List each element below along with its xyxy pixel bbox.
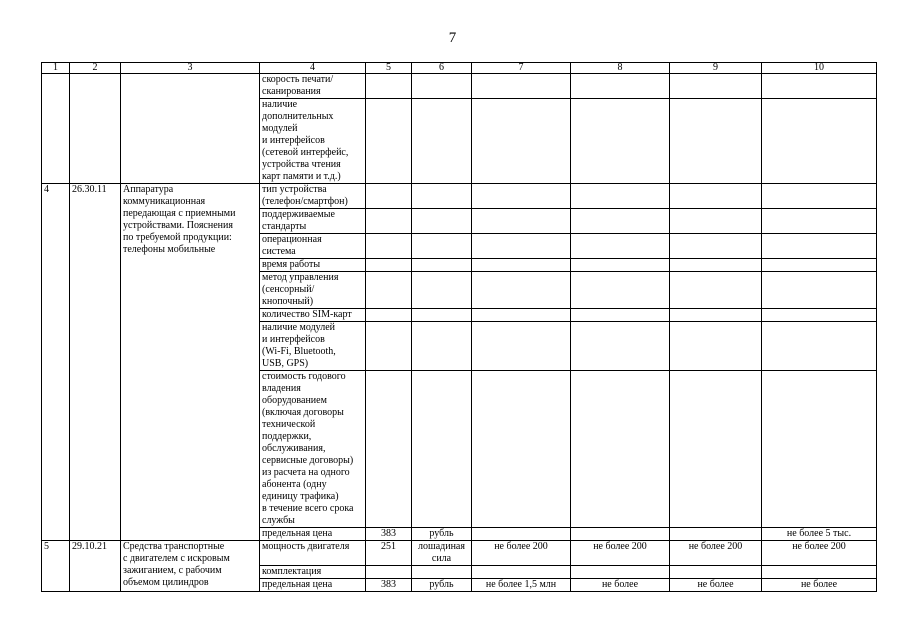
cell-col7: [472, 209, 571, 234]
cell-col10: не более 5 тыс.: [762, 528, 877, 541]
cell-number: [42, 74, 70, 184]
cell-characteristic: метод управления (сенсорный/ кнопочный): [260, 272, 366, 309]
cell-number: 5: [42, 541, 70, 592]
cell-code: 26.30.11: [70, 184, 121, 541]
cell-characteristic: операционная система: [260, 234, 366, 259]
cell-code: 29.10.21: [70, 541, 121, 592]
cell-col10: [762, 566, 877, 579]
cell-col8: не более: [571, 579, 670, 592]
cell-col5: [366, 309, 412, 322]
cell-col8: [571, 234, 670, 259]
cell-col7: [472, 234, 571, 259]
cell-characteristic: поддерживаемые стандарты: [260, 209, 366, 234]
cell-col9: [670, 528, 762, 541]
page-number: 7: [448, 30, 457, 46]
cell-col6: [412, 99, 472, 184]
cell-col6: [412, 371, 472, 528]
column-number-row: [42, 63, 877, 74]
cell-col5: [366, 74, 412, 99]
cell-name: [121, 74, 260, 184]
cell-col7: [472, 528, 571, 541]
cell-col5: 383: [366, 528, 412, 541]
table-row: [42, 541, 877, 566]
column-header: 9: [670, 63, 762, 74]
column-header: 3: [121, 63, 260, 74]
cell-col9: не более: [670, 579, 762, 592]
cell-col8: [571, 99, 670, 184]
cell-code: [70, 74, 121, 184]
cell-col10: не более 200: [762, 541, 877, 566]
cell-col10: [762, 371, 877, 528]
cell-col7: [472, 272, 571, 309]
cell-col7: не более 200: [472, 541, 571, 566]
cell-col10: [762, 209, 877, 234]
column-header: 7: [472, 63, 571, 74]
cell-col10: [762, 309, 877, 322]
cell-col10: [762, 184, 877, 209]
cell-col5: [366, 272, 412, 309]
cell-col7: [472, 99, 571, 184]
cell-col5: [366, 209, 412, 234]
cell-col6: [412, 209, 472, 234]
cell-characteristic: наличие дополнительных модулей и интерфейсов (сетевой интерфейс, устройства чтения карт памяти и т.д.): [260, 99, 366, 184]
cell-col5: 383: [366, 579, 412, 592]
cell-col5: [366, 322, 412, 371]
cell-col9: [670, 184, 762, 209]
cell-col10: [762, 74, 877, 99]
cell-col6: [412, 74, 472, 99]
cell-col5: [366, 184, 412, 209]
cell-characteristic: предельная цена: [260, 528, 366, 541]
column-header: 5: [366, 63, 412, 74]
cell-col5: 251: [366, 541, 412, 566]
cell-col7: [472, 309, 571, 322]
cell-col8: [571, 528, 670, 541]
cell-col6: [412, 309, 472, 322]
cell-col8: не более 200: [571, 541, 670, 566]
cell-col10: [762, 272, 877, 309]
cell-col8: [571, 566, 670, 579]
column-header: 1: [42, 63, 70, 74]
cell-col6: рубль: [412, 579, 472, 592]
cell-name: Средства транспортные с двигателем с искровым зажиганием, с рабочим объемом цилиндров: [121, 541, 260, 592]
cell-characteristic: предельная цена: [260, 579, 366, 592]
cell-col7: [472, 322, 571, 371]
cell-col6: рубль: [412, 528, 472, 541]
cell-col6: [412, 184, 472, 209]
column-header: 6: [412, 63, 472, 74]
cell-col9: [670, 234, 762, 259]
cell-col9: [670, 322, 762, 371]
cell-characteristic: комплектация: [260, 566, 366, 579]
cell-col6: [412, 566, 472, 579]
cell-col6: [412, 234, 472, 259]
cell-characteristic: тип устройства (телефон/смартфон): [260, 184, 366, 209]
cell-col10: [762, 234, 877, 259]
cell-col6: [412, 322, 472, 371]
cell-col9: [670, 209, 762, 234]
column-header: 10: [762, 63, 877, 74]
cell-col10: [762, 259, 877, 272]
cell-col8: [571, 74, 670, 99]
cell-name: Аппаратура коммуникационная передающая с приемными устройствами. Пояснения по требуемой продукции: телефоны мобильные: [121, 184, 260, 541]
cell-col8: [571, 184, 670, 209]
cell-characteristic: наличие модулей и интерфейсов (Wi-Fi, Bluetooth, USB, GPS): [260, 322, 366, 371]
cell-col8: [571, 209, 670, 234]
cell-col6: лошадиная сила: [412, 541, 472, 566]
cell-col9: [670, 272, 762, 309]
cell-col7: [472, 259, 571, 272]
cell-col7: [472, 184, 571, 209]
cell-col5: [366, 566, 412, 579]
cell-col6: [412, 272, 472, 309]
cell-col9: [670, 566, 762, 579]
column-header: 2: [70, 63, 121, 74]
cell-col7: [472, 566, 571, 579]
cell-col8: [571, 371, 670, 528]
cell-col8: [571, 272, 670, 309]
cell-col5: [366, 99, 412, 184]
cell-col5: [366, 371, 412, 528]
cell-characteristic: количество SIM-карт: [260, 309, 366, 322]
cell-col7: [472, 74, 571, 99]
column-header: 4: [260, 63, 366, 74]
cell-col9: [670, 99, 762, 184]
cell-col8: [571, 309, 670, 322]
cell-col5: [366, 234, 412, 259]
cell-col8: [571, 322, 670, 371]
cell-col10: [762, 99, 877, 184]
cell-col7: не более 1,5 млн: [472, 579, 571, 592]
cell-characteristic: скорость печати/ сканирования: [260, 74, 366, 99]
column-header: 8: [571, 63, 670, 74]
cell-characteristic: мощность двигателя: [260, 541, 366, 566]
cell-col6: [412, 259, 472, 272]
cell-col9: [670, 259, 762, 272]
table-row: [42, 74, 877, 99]
table-row: [42, 184, 877, 209]
cell-col7: [472, 371, 571, 528]
cell-col10: [762, 322, 877, 371]
cell-col9: [670, 371, 762, 528]
cell-characteristic: стоимость годового владения оборудованием (включая договоры технической поддержки, обслуживания, сервисные договоры) из расчета на одного абонента (одну единицу трафика) в течение всего срока службы: [260, 371, 366, 528]
cell-col9: [670, 74, 762, 99]
cell-col5: [366, 259, 412, 272]
cell-characteristic: время работы: [260, 259, 366, 272]
cell-col9: [670, 309, 762, 322]
cell-col9: не более 200: [670, 541, 762, 566]
cell-col8: [571, 259, 670, 272]
specification-table: [41, 62, 877, 592]
cell-number: 4: [42, 184, 70, 541]
cell-col10: не более: [762, 579, 877, 592]
